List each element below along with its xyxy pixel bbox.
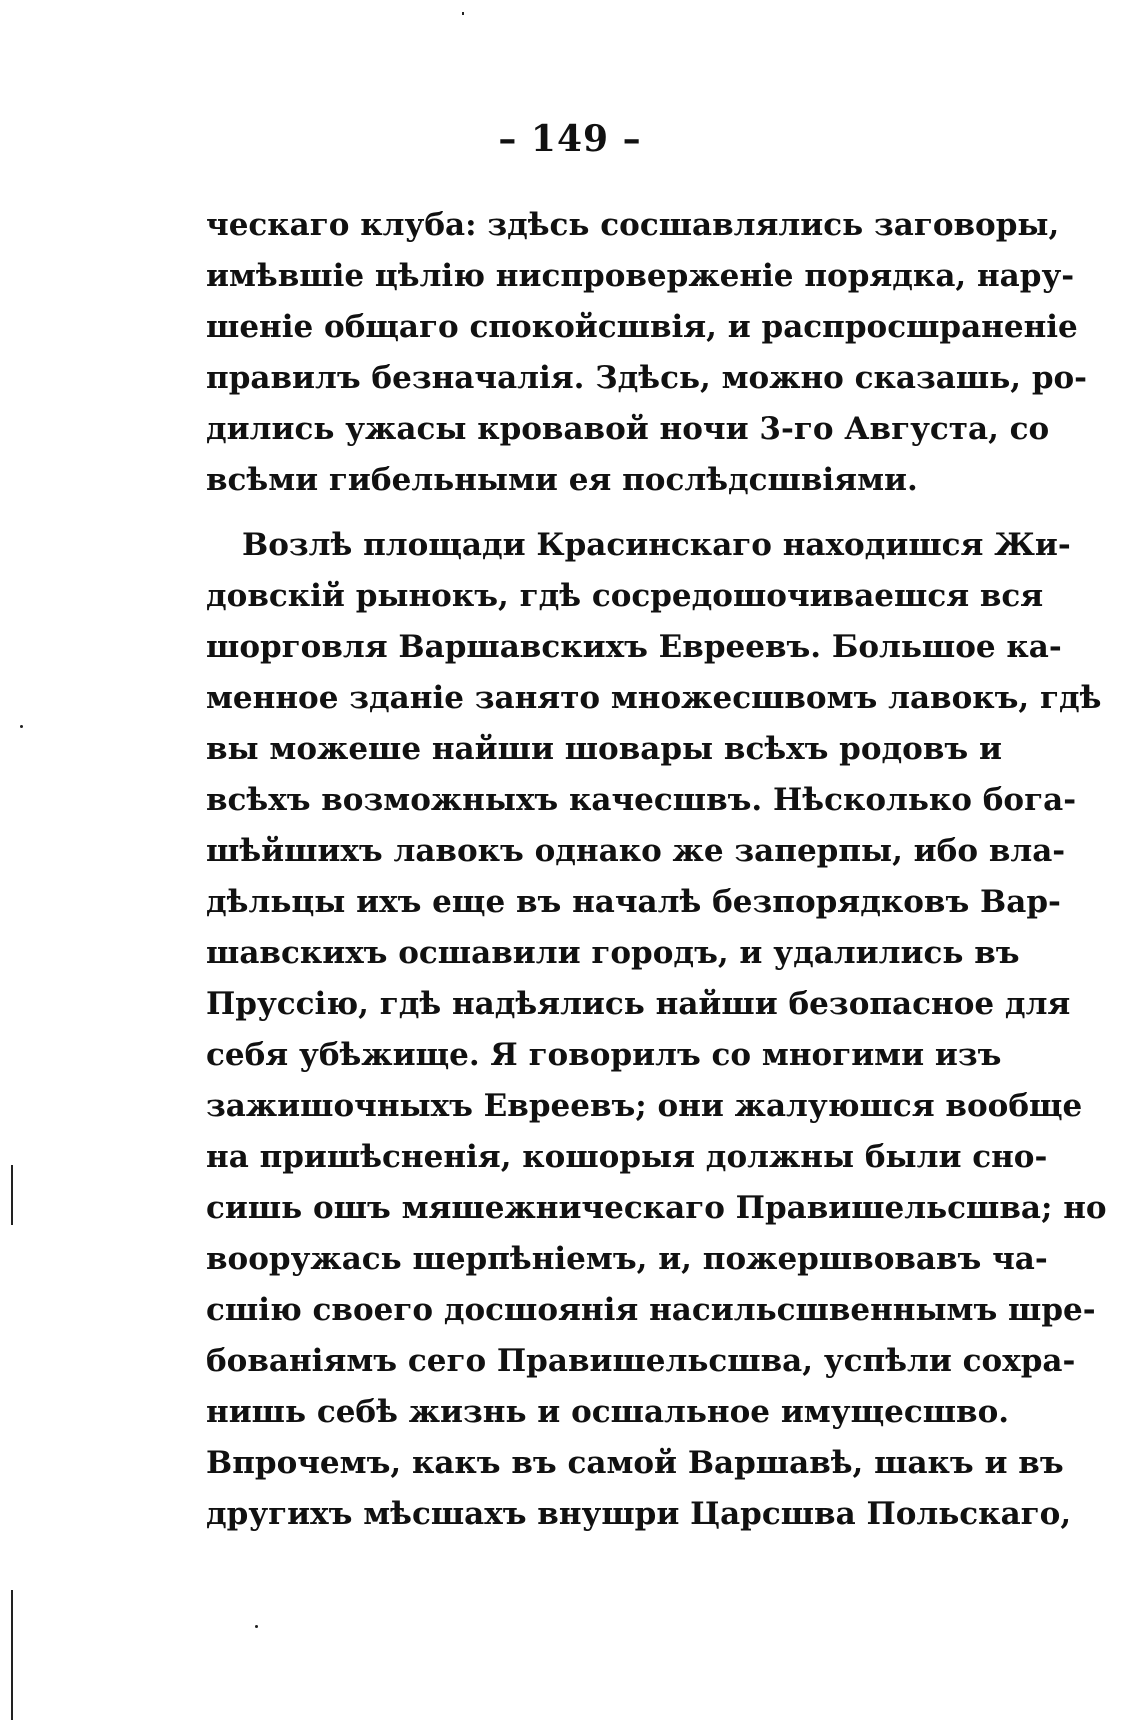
text-line: Пруссію, гдѣ надѣялись найши безопасное для [206,986,1071,1022]
text-line: шеніе общаго спокойсшвія, и распросшраненіе [206,309,1078,345]
text-line: сшію своего досшоянія насильсшвеннымъ шре- [206,1292,1096,1328]
text-line: менное зданіе занято множесшвомъ лавокъ, гдѣ [206,680,1102,716]
body-text [206,200,1107,1540]
paragraph-1 [206,200,1088,506]
text-line: шорговля Варшавскихъ Евреевъ. Большое ка- [206,629,1062,665]
text-line: шавскихъ осшавили городъ, и удалились въ [206,935,1020,971]
text-line: Возлѣ площади Красинскаго находишся Жи- [242,527,1071,563]
text-line: нишь себѣ жизнь и осшальное имущесшво. [206,1394,1010,1430]
text-line: шѣйшихъ лавокъ однако же заперпы, ибо вла- [206,833,1066,869]
text-line: другихъ мѣсшахъ внушри Царсшва Польскаго, [206,1496,1072,1532]
scan-mark [11,1590,13,1720]
text-line: ческаго клуба: здѣсь сосшавлялись заговоры, [206,207,1060,243]
text-line: вы можеше найши шовары всѣхъ родовъ и [206,731,1002,767]
text-line: вооружась шерпѣніемъ, и, пожершвовавъ ча- [206,1241,1048,1277]
text-line: правилъ безначалія. Здѣсь, можно сказашь, ро- [206,360,1088,396]
text-line: зажишочныхъ Евреевъ; они жалуюшся вообще [206,1088,1083,1124]
text-line: всѣхъ возможныхъ качесшвъ. Нѣсколько бога- [206,782,1077,818]
text-line: имѣвшіе цѣлію ниспроверженіе порядка, нару- [206,258,1075,294]
text-line: Впрочемъ, какъ въ самой Варшавѣ, шакъ и въ [206,1445,1064,1481]
text-line: на пришѣсненія, кошорыя должны были сно- [206,1139,1048,1175]
text-line: дились ужасы кровавой ночи 3-го Августа, со [206,411,1050,447]
text-line: сишь ошъ мяшежническаго Правишельсшва; но [206,1190,1107,1226]
text-line: довскій рынокъ, гдѣ сосредошочиваешся вся [206,578,1044,614]
scan-dot [20,725,23,728]
text-line: дѣльцы ихъ еще въ началѣ безпорядковъ Вар- [206,884,1061,920]
scan-dot [462,12,464,15]
scan-mark [11,1165,13,1225]
paragraph-2 [206,520,1107,1540]
scan-dot [255,1625,258,1628]
text-line: бованіямъ сего Правишельсшва, успѣли сохра- [206,1343,1076,1379]
page-number: – 149 – [498,118,642,160]
text-line: себя убѣжище. Я говорилъ со многими изъ [206,1037,1002,1073]
text-line: всѣми гибельными ея послѣдсшвіями. [206,462,918,498]
